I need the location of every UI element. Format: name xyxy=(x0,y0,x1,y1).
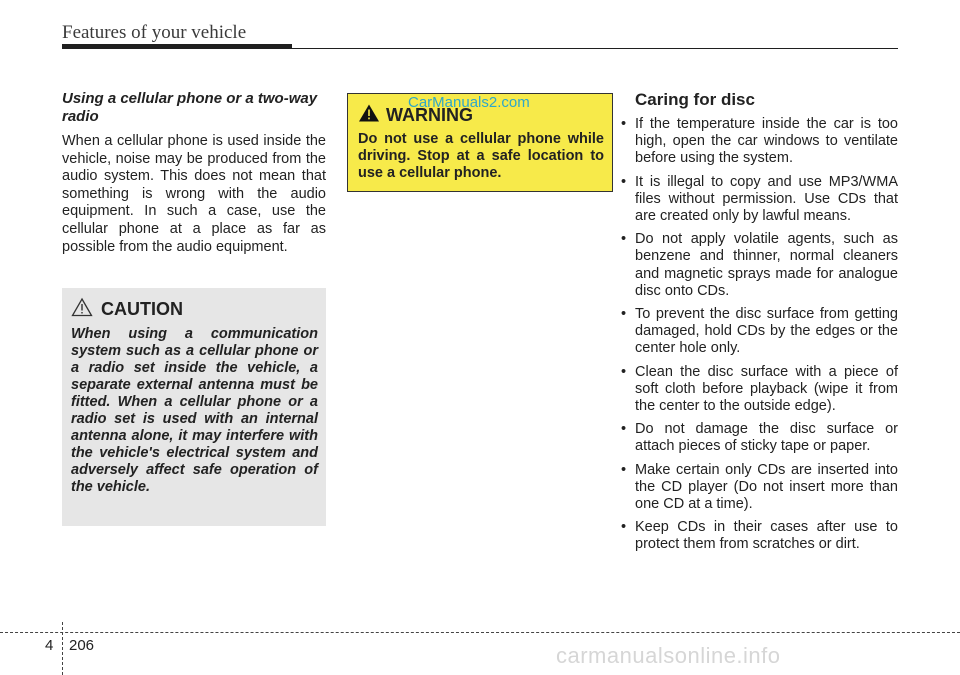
bullet-icon: • xyxy=(621,363,627,380)
list-item: • If the temperature inside the car is too high, open the car windows to ventilate before using the system. xyxy=(621,116,898,167)
bullet-icon: • xyxy=(621,421,627,438)
bullet-icon: • xyxy=(621,519,627,536)
page-number: 206 xyxy=(69,637,95,654)
footer-watermark: carmanualsonline.info xyxy=(556,643,781,668)
caution-triangle-icon xyxy=(71,297,93,322)
bullet-icon: • xyxy=(621,306,627,323)
header-rule xyxy=(62,48,898,49)
list-item: • Clean the disc surface with a piece of soft cloth before playback (wipe it from the center to the outside edge). xyxy=(621,363,898,415)
list-item: • Make certain only CDs are inserted into the CD player (Do not insert more than one CD at a time). xyxy=(621,461,898,513)
warning-title: WARNING xyxy=(386,105,473,125)
list-item: • Keep CDs in their cases after use to protect them from scratches or dirt. xyxy=(621,519,898,553)
caution-box xyxy=(62,288,326,526)
warning-box xyxy=(347,93,613,192)
caution-title: CAUTION xyxy=(101,299,183,319)
page-header-title: Features of your vehicle xyxy=(62,22,247,43)
watermark-text: CarManuals2.com xyxy=(408,94,530,111)
caution-text: When using a communication system such as a cellular phone or a radio set inside the vehicle, a separate external antenna must be fitted. When a cellular phone or a radio set is used with an internal antenna alone, it may interfere with the vehicle's electrical system and adversely affect safe operation of the vehicle. xyxy=(71,326,318,495)
footer-rule xyxy=(0,632,960,633)
bullet-icon: • xyxy=(621,173,627,190)
list-item: • It is illegal to copy and use MP3/WMA files without permission. Use CDs that are created only by lawful means. xyxy=(621,173,898,225)
list-item: • To prevent the disc surface from getting damaged, hold CDs by the edges or the center hole only. xyxy=(621,306,898,357)
warning-text: Do not use a cellular phone while driving. Stop at a safe location to use a cellular phone. xyxy=(358,131,604,181)
right-column xyxy=(620,90,898,560)
list-item: • Do not damage the disc surface or attach pieces of sticky tape or paper. xyxy=(621,421,898,455)
disc-care-list xyxy=(620,116,898,554)
bullet-icon: • xyxy=(621,461,627,478)
warning-triangle-icon xyxy=(358,103,380,128)
body-paragraph: When a cellular phone is used inside the vehicle, noise may be produced from the audio system. This does not mean that something is wrong with the audio equipment. In such a case, use the cellular phone at a place as far as possible from the audio equipment. xyxy=(62,133,326,255)
footer-divider xyxy=(62,622,63,675)
section-number: 4 xyxy=(45,637,54,654)
caution-header xyxy=(71,297,318,322)
bullet-icon: • xyxy=(621,116,627,132)
left-column xyxy=(62,90,326,256)
bullet-icon: • xyxy=(621,231,627,248)
section-subheading: Using a cellular phone or a two-way radio xyxy=(62,90,318,125)
section-heading: Caring for disc xyxy=(635,90,755,109)
list-item: • Do not apply volatile agents, such as benzene and thinner, normal cleaners and magnetic sprays made for analogue disc onto CDs. xyxy=(621,231,898,299)
